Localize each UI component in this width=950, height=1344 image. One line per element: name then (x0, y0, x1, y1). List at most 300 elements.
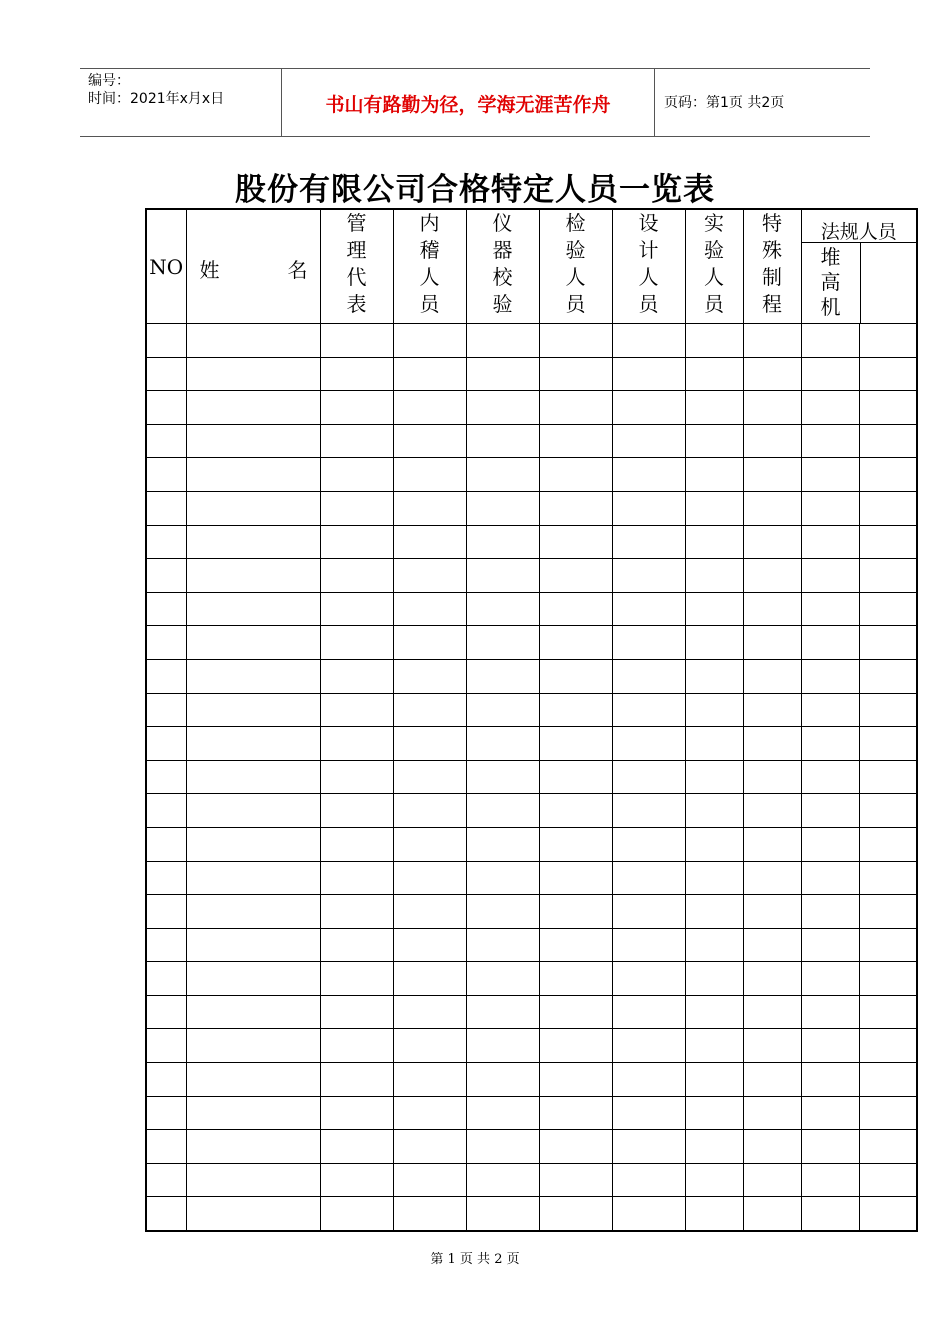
table-cell[interactable] (801, 626, 859, 660)
table-cell[interactable] (320, 861, 393, 895)
table-cell[interactable] (320, 626, 393, 660)
table-cell[interactable] (612, 525, 685, 559)
table-cell[interactable] (859, 1197, 917, 1231)
table-cell[interactable] (393, 525, 466, 559)
table-cell[interactable] (743, 995, 801, 1029)
table-cell[interactable] (393, 727, 466, 761)
table-cell[interactable] (801, 324, 859, 358)
table-cell[interactable] (320, 827, 393, 861)
table-cell[interactable] (685, 626, 743, 660)
table-cell[interactable] (186, 525, 320, 559)
table-cell[interactable] (685, 357, 743, 391)
table-cell[interactable] (859, 357, 917, 391)
table-cell[interactable] (320, 424, 393, 458)
table-cell[interactable] (539, 1197, 612, 1231)
table-cell[interactable] (859, 727, 917, 761)
table-cell[interactable] (186, 794, 320, 828)
table-cell[interactable] (743, 693, 801, 727)
table-cell[interactable] (539, 995, 612, 1029)
table-cell[interactable] (539, 962, 612, 996)
table-cell[interactable] (801, 659, 859, 693)
table-cell[interactable] (146, 962, 186, 996)
table-cell[interactable] (685, 1163, 743, 1197)
table-cell[interactable] (539, 928, 612, 962)
table-cell[interactable] (186, 1029, 320, 1063)
table-cell[interactable] (539, 491, 612, 525)
table-cell[interactable] (612, 559, 685, 593)
table-cell[interactable] (146, 491, 186, 525)
table-cell[interactable] (612, 1163, 685, 1197)
table-cell[interactable] (612, 693, 685, 727)
table-cell[interactable] (743, 895, 801, 929)
table-cell[interactable] (685, 895, 743, 929)
table-cell[interactable] (612, 1096, 685, 1130)
table-cell[interactable] (685, 693, 743, 727)
table-cell[interactable] (186, 962, 320, 996)
table-cell[interactable] (146, 1197, 186, 1231)
table-cell[interactable] (186, 928, 320, 962)
table-cell[interactable] (859, 1163, 917, 1197)
table-cell[interactable] (685, 1096, 743, 1130)
table-cell[interactable] (743, 525, 801, 559)
table-cell[interactable] (685, 424, 743, 458)
table-cell[interactable] (466, 491, 539, 525)
table-cell[interactable] (186, 895, 320, 929)
table-cell[interactable] (539, 1063, 612, 1097)
table-cell[interactable] (612, 827, 685, 861)
table-cell[interactable] (801, 693, 859, 727)
table-cell[interactable] (801, 1197, 859, 1231)
table-cell[interactable] (466, 324, 539, 358)
table-cell[interactable] (743, 1063, 801, 1097)
table-cell[interactable] (186, 1096, 320, 1130)
table-cell[interactable] (186, 626, 320, 660)
table-cell[interactable] (393, 995, 466, 1029)
table-cell[interactable] (186, 727, 320, 761)
table-cell[interactable] (393, 794, 466, 828)
table-cell[interactable] (685, 861, 743, 895)
table-cell[interactable] (801, 895, 859, 929)
table-cell[interactable] (685, 391, 743, 425)
table-cell[interactable] (801, 861, 859, 895)
table-cell[interactable] (859, 559, 917, 593)
table-cell[interactable] (743, 928, 801, 962)
table-cell[interactable] (393, 1163, 466, 1197)
table-cell[interactable] (393, 693, 466, 727)
table-cell[interactable] (320, 592, 393, 626)
table-cell[interactable] (146, 693, 186, 727)
table-cell[interactable] (146, 727, 186, 761)
table-cell[interactable] (146, 928, 186, 962)
table-cell[interactable] (859, 391, 917, 425)
table-cell[interactable] (743, 559, 801, 593)
table-cell[interactable] (393, 458, 466, 492)
table-cell[interactable] (743, 1029, 801, 1063)
table-cell[interactable] (743, 391, 801, 425)
table-cell[interactable] (612, 324, 685, 358)
table-cell[interactable] (801, 491, 859, 525)
table-cell[interactable] (685, 659, 743, 693)
table-cell[interactable] (320, 1163, 393, 1197)
table-cell[interactable] (801, 1130, 859, 1164)
table-cell[interactable] (466, 1163, 539, 1197)
table-cell[interactable] (539, 559, 612, 593)
table-cell[interactable] (146, 559, 186, 593)
table-cell[interactable] (466, 626, 539, 660)
page-footer: 第 1 页 共 2 页 (430, 1252, 520, 1267)
table-cell[interactable] (612, 928, 685, 962)
table-cell[interactable] (859, 928, 917, 962)
table-cell[interactable] (743, 1130, 801, 1164)
table-cell[interactable] (685, 525, 743, 559)
table-cell[interactable] (801, 727, 859, 761)
table-cell[interactable] (801, 1163, 859, 1197)
table-cell[interactable] (685, 727, 743, 761)
table-cell[interactable] (393, 559, 466, 593)
table-cell[interactable] (612, 962, 685, 996)
table-cell[interactable] (146, 458, 186, 492)
table-cell[interactable] (801, 424, 859, 458)
table-cell[interactable] (466, 861, 539, 895)
table-cell[interactable] (146, 626, 186, 660)
table-cell[interactable] (393, 861, 466, 895)
table-cell[interactable] (466, 1096, 539, 1130)
table-cell[interactable] (320, 727, 393, 761)
table-cell[interactable] (743, 962, 801, 996)
table-cell[interactable] (612, 895, 685, 929)
table-cell[interactable] (539, 357, 612, 391)
table-cell[interactable] (146, 794, 186, 828)
table-cell[interactable] (859, 693, 917, 727)
table-cell[interactable] (859, 592, 917, 626)
table-cell[interactable] (466, 1130, 539, 1164)
table-cell[interactable] (743, 861, 801, 895)
table-cell[interactable] (186, 1163, 320, 1197)
table-cell[interactable] (186, 1063, 320, 1097)
table-cell[interactable] (743, 760, 801, 794)
table-cell[interactable] (539, 458, 612, 492)
table-cell[interactable] (539, 1130, 612, 1164)
table-cell[interactable] (320, 659, 393, 693)
table-cell[interactable] (393, 626, 466, 660)
header-char: 校 (492, 265, 513, 289)
table-cell[interactable] (466, 1029, 539, 1063)
table-cell[interactable] (186, 391, 320, 425)
table-cell[interactable] (146, 861, 186, 895)
table-cell[interactable] (539, 895, 612, 929)
table-cell[interactable] (612, 995, 685, 1029)
table-cell[interactable] (539, 727, 612, 761)
table-cell[interactable] (685, 962, 743, 996)
table-cell[interactable] (146, 1063, 186, 1097)
table-cell[interactable] (859, 962, 917, 996)
table-cell[interactable] (146, 1029, 186, 1063)
table-cell[interactable] (320, 491, 393, 525)
header-char: 仪 (492, 211, 513, 235)
table-cell[interactable] (612, 760, 685, 794)
table-cell[interactable] (393, 1029, 466, 1063)
table-cell[interactable] (466, 693, 539, 727)
table-cell[interactable] (743, 727, 801, 761)
table-cell[interactable] (612, 391, 685, 425)
table-cell[interactable] (146, 1163, 186, 1197)
table-cell[interactable] (320, 1063, 393, 1097)
table-cell[interactable] (320, 357, 393, 391)
table-cell[interactable] (466, 962, 539, 996)
table-cell[interactable] (186, 458, 320, 492)
table-cell[interactable] (393, 1063, 466, 1097)
table-cell[interactable] (801, 391, 859, 425)
table-cell[interactable] (539, 794, 612, 828)
table-cell[interactable] (801, 1029, 859, 1063)
table-cell[interactable] (466, 727, 539, 761)
table-cell[interactable] (743, 491, 801, 525)
table-cell[interactable] (186, 1130, 320, 1164)
table-cell[interactable] (801, 1096, 859, 1130)
table-cell[interactable] (685, 827, 743, 861)
table-cell[interactable] (393, 962, 466, 996)
table-cell[interactable] (539, 391, 612, 425)
table-cell[interactable] (466, 559, 539, 593)
table-cell[interactable] (612, 357, 685, 391)
table-cell[interactable] (466, 895, 539, 929)
table-cell[interactable] (743, 659, 801, 693)
table-cell[interactable] (539, 592, 612, 626)
table-cell[interactable] (466, 592, 539, 626)
table-cell[interactable] (743, 827, 801, 861)
table-cell[interactable] (539, 1029, 612, 1063)
table-cell[interactable] (466, 794, 539, 828)
table-cell[interactable] (393, 424, 466, 458)
table-cell[interactable] (146, 357, 186, 391)
table-cell[interactable] (685, 559, 743, 593)
table-cell[interactable] (466, 391, 539, 425)
table-cell[interactable] (859, 1096, 917, 1130)
table-cell[interactable] (539, 693, 612, 727)
table-cell[interactable] (539, 827, 612, 861)
table-cell[interactable] (685, 1063, 743, 1097)
table-cell[interactable] (466, 928, 539, 962)
table-cell[interactable] (466, 458, 539, 492)
table-cell[interactable] (743, 324, 801, 358)
table-cell[interactable] (612, 1197, 685, 1231)
table-cell[interactable] (146, 1096, 186, 1130)
table-cell[interactable] (393, 491, 466, 525)
table-cell[interactable] (801, 1063, 859, 1097)
table-cell[interactable] (743, 424, 801, 458)
table-cell[interactable] (466, 760, 539, 794)
table-cell[interactable] (859, 659, 917, 693)
table-cell[interactable] (539, 525, 612, 559)
table-cell[interactable] (186, 559, 320, 593)
table-cell[interactable] (612, 727, 685, 761)
table-cell[interactable] (685, 592, 743, 626)
table-cell[interactable] (320, 962, 393, 996)
table-cell[interactable] (859, 1130, 917, 1164)
table-cell[interactable] (393, 827, 466, 861)
table-cell[interactable] (685, 794, 743, 828)
table-cell[interactable] (801, 794, 859, 828)
table-cell[interactable] (859, 861, 917, 895)
table-cell[interactable] (859, 424, 917, 458)
table-cell[interactable] (743, 794, 801, 828)
table-cell[interactable] (146, 1130, 186, 1164)
table-cell[interactable] (859, 1063, 917, 1097)
table-cell[interactable] (539, 424, 612, 458)
table-cell[interactable] (612, 592, 685, 626)
table-cell[interactable] (146, 592, 186, 626)
table-cell[interactable] (801, 592, 859, 626)
table-cell[interactable] (186, 491, 320, 525)
table-cell[interactable] (393, 357, 466, 391)
table-cell[interactable] (466, 357, 539, 391)
table-cell[interactable] (466, 827, 539, 861)
table-cell[interactable] (393, 391, 466, 425)
table-cell[interactable] (612, 861, 685, 895)
table-cell[interactable] (743, 1163, 801, 1197)
table-cell[interactable] (320, 693, 393, 727)
table-cell[interactable] (186, 424, 320, 458)
table-cell[interactable] (612, 1029, 685, 1063)
table-cell[interactable] (393, 592, 466, 626)
table-cell[interactable] (685, 1130, 743, 1164)
table-cell[interactable] (612, 1130, 685, 1164)
table-cell[interactable] (539, 324, 612, 358)
table-cell[interactable] (859, 458, 917, 492)
table-cell[interactable] (320, 1096, 393, 1130)
table-cell[interactable] (186, 324, 320, 358)
table-cell[interactable] (466, 995, 539, 1029)
table-cell[interactable] (612, 491, 685, 525)
table-cell[interactable] (685, 1029, 743, 1063)
table-cell[interactable] (612, 794, 685, 828)
table-cell[interactable] (320, 794, 393, 828)
table-cell[interactable] (801, 760, 859, 794)
table-cell[interactable] (539, 626, 612, 660)
table-cell[interactable] (612, 458, 685, 492)
table-cell[interactable] (743, 1197, 801, 1231)
table-cell[interactable] (859, 1029, 917, 1063)
table-cell[interactable] (801, 458, 859, 492)
table-cell[interactable] (393, 659, 466, 693)
table-cell[interactable] (685, 995, 743, 1029)
table-cell[interactable] (186, 827, 320, 861)
table-cell[interactable] (320, 1029, 393, 1063)
table-cell[interactable] (743, 1096, 801, 1130)
table-cell[interactable] (801, 928, 859, 962)
table-cell[interactable] (685, 928, 743, 962)
table-cell[interactable] (859, 995, 917, 1029)
table-cell[interactable] (186, 357, 320, 391)
table-cell[interactable] (859, 491, 917, 525)
table-cell[interactable] (743, 626, 801, 660)
table-cell[interactable] (186, 693, 320, 727)
table-cell[interactable] (320, 895, 393, 929)
table-cell[interactable] (146, 391, 186, 425)
table-cell[interactable] (320, 391, 393, 425)
table-cell[interactable] (320, 324, 393, 358)
table-cell[interactable] (859, 525, 917, 559)
table-cell[interactable] (186, 760, 320, 794)
table-cell[interactable] (685, 458, 743, 492)
table-cell[interactable] (539, 760, 612, 794)
table-cell[interactable] (186, 1197, 320, 1231)
table-cell[interactable] (466, 424, 539, 458)
table-cell[interactable] (393, 1096, 466, 1130)
table-cell[interactable] (393, 1130, 466, 1164)
table-cell[interactable] (801, 357, 859, 391)
table-cell[interactable] (146, 760, 186, 794)
table-cell[interactable] (320, 760, 393, 794)
table-cell[interactable] (393, 928, 466, 962)
table-cell[interactable] (320, 559, 393, 593)
table-cell[interactable] (320, 458, 393, 492)
table-cell[interactable] (146, 525, 186, 559)
table-cell[interactable] (186, 995, 320, 1029)
table-cell[interactable] (612, 659, 685, 693)
table-cell[interactable] (801, 525, 859, 559)
table-cell[interactable] (146, 895, 186, 929)
table-cell[interactable] (466, 525, 539, 559)
table-cell[interactable] (743, 458, 801, 492)
table-cell[interactable] (612, 1063, 685, 1097)
table-cell[interactable] (146, 827, 186, 861)
table-cell[interactable] (146, 995, 186, 1029)
table-cell[interactable] (146, 659, 186, 693)
table-cell[interactable] (186, 861, 320, 895)
table-cell[interactable] (393, 324, 466, 358)
table-cell[interactable] (466, 1063, 539, 1097)
table-cell[interactable] (859, 895, 917, 929)
table-cell[interactable] (859, 626, 917, 660)
table-cell[interactable] (685, 324, 743, 358)
table-cell[interactable] (393, 760, 466, 794)
table-cell[interactable] (801, 827, 859, 861)
table-cell[interactable] (685, 1197, 743, 1231)
table-cell[interactable] (859, 794, 917, 828)
table-cell[interactable] (612, 626, 685, 660)
table-cell[interactable] (859, 324, 917, 358)
table-cell[interactable] (320, 1130, 393, 1164)
table-cell[interactable] (146, 424, 186, 458)
table-cell[interactable] (393, 895, 466, 929)
table-cell[interactable] (146, 324, 186, 358)
table-cell[interactable] (539, 659, 612, 693)
table-cell[interactable] (320, 525, 393, 559)
table-cell[interactable] (320, 1197, 393, 1231)
table-cell[interactable] (539, 1096, 612, 1130)
table-cell[interactable] (539, 1163, 612, 1197)
table-cell[interactable] (743, 592, 801, 626)
table-cell[interactable] (743, 357, 801, 391)
table-cell[interactable] (320, 995, 393, 1029)
table-cell[interactable] (859, 760, 917, 794)
table-cell[interactable] (186, 592, 320, 626)
table-cell[interactable] (466, 659, 539, 693)
table-cell[interactable] (320, 928, 393, 962)
table-cell[interactable] (801, 962, 859, 996)
table-cell[interactable] (801, 559, 859, 593)
table-cell[interactable] (685, 760, 743, 794)
table-cell[interactable] (186, 659, 320, 693)
table-cell[interactable] (539, 861, 612, 895)
table-cell[interactable] (466, 1197, 539, 1231)
table-cell[interactable] (612, 424, 685, 458)
table-cell[interactable] (685, 491, 743, 525)
table-cell[interactable] (801, 995, 859, 1029)
table-cell[interactable] (859, 827, 917, 861)
table-cell[interactable] (393, 1197, 466, 1231)
